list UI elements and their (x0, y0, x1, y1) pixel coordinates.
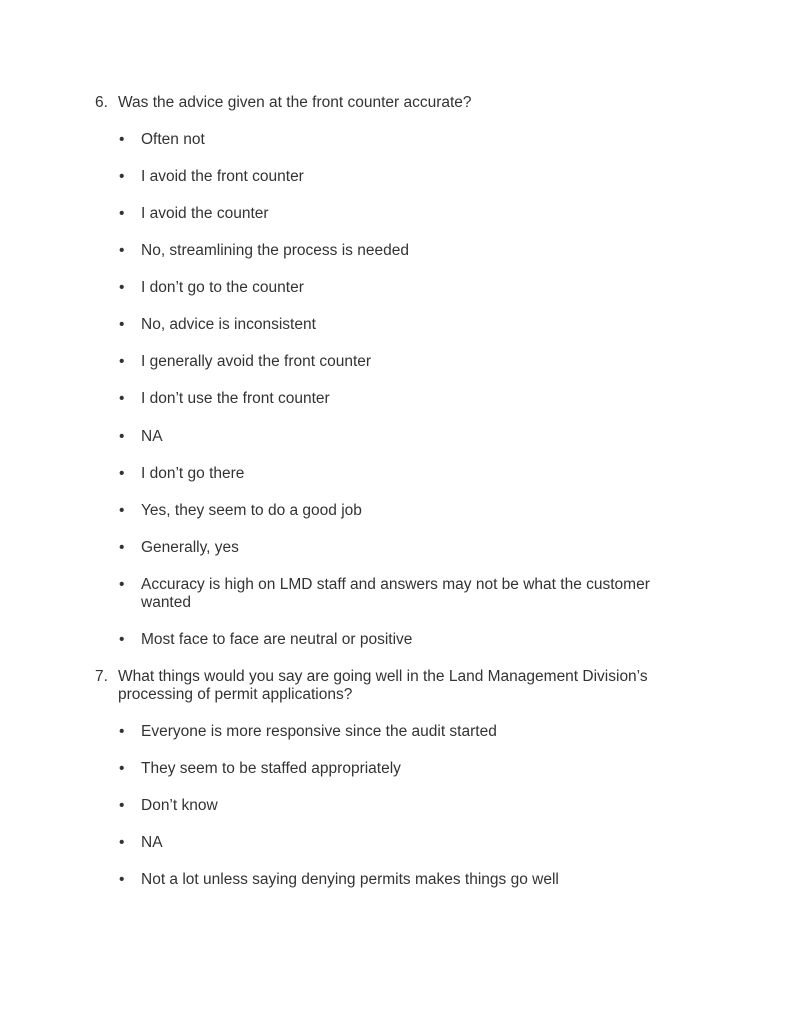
answer-text: Don’t know (141, 797, 218, 814)
question-7 (95, 668, 695, 704)
answer-text: I don’t go there (141, 465, 245, 482)
answer-text: NA (141, 428, 163, 445)
list-item (119, 316, 679, 334)
list-item (119, 539, 679, 557)
bullet-icon: • (119, 279, 125, 296)
answer-text: Often not (141, 131, 205, 148)
list-item (119, 502, 679, 520)
question-text: Was the advice given at the front counter accurate? (118, 94, 472, 111)
answer-text: I avoid the counter (141, 205, 269, 222)
list-item (119, 168, 679, 186)
list-item (119, 760, 679, 778)
list-item (119, 205, 679, 223)
answer-text: No, advice is inconsistent (141, 316, 316, 333)
answer-text: Not a lot unless saying denying permits makes things go well (141, 871, 559, 888)
answer-text: Accuracy is high on LMD staff and answers may not be what the customer wanted (141, 576, 650, 611)
list-item (119, 279, 679, 297)
bullet-icon: • (119, 390, 125, 407)
list-item (119, 131, 679, 149)
bullet-icon: • (119, 168, 125, 185)
bullet-icon: • (119, 316, 125, 333)
bullet-icon: • (119, 723, 125, 740)
list-item (119, 353, 679, 371)
question-6 (95, 94, 695, 112)
bullet-icon: • (119, 797, 125, 814)
question-number: 6. (95, 94, 108, 111)
list-item (119, 428, 679, 446)
answer-text: I generally avoid the front counter (141, 353, 372, 370)
list-item (119, 576, 679, 612)
bullet-icon: • (119, 834, 125, 851)
bullet-icon: • (119, 631, 125, 648)
bullet-icon: • (119, 576, 125, 593)
answer-text: NA (141, 834, 163, 851)
bullet-icon: • (119, 502, 125, 519)
list-item (119, 834, 679, 852)
answer-text: I don’t use the front counter (141, 390, 330, 407)
bullet-icon: • (119, 131, 125, 148)
answer-text: Yes, they seem to do a good job (141, 502, 362, 519)
list-item (119, 797, 679, 815)
bullet-icon: • (119, 871, 125, 888)
list-item (119, 390, 679, 408)
bullet-icon: • (119, 539, 125, 556)
list-item (119, 242, 679, 260)
bullet-icon: • (119, 353, 125, 370)
question-text: What things would you say are going well in the Land Management Division’s processing of permit applications? (118, 668, 648, 703)
list-item (119, 871, 679, 889)
list-item (119, 631, 679, 649)
answer-text: No, streamlining the process is needed (141, 242, 409, 259)
bullet-icon: • (119, 760, 125, 777)
question-number: 7. (95, 668, 108, 685)
list-item (119, 723, 679, 741)
bullet-icon: • (119, 465, 125, 482)
bullet-icon: • (119, 242, 125, 259)
answer-text: I don’t go to the counter (141, 279, 304, 296)
bullet-icon: • (119, 428, 125, 445)
answer-text: Everyone is more responsive since the audit started (141, 723, 497, 740)
bullet-icon: • (119, 205, 125, 222)
list-item (119, 465, 679, 483)
answer-text: Generally, yes (141, 539, 239, 556)
answer-text: They seem to be staffed appropriately (141, 760, 401, 777)
answer-text: I avoid the front counter (141, 168, 304, 185)
answer-text: Most face to face are neutral or positive (141, 631, 413, 648)
